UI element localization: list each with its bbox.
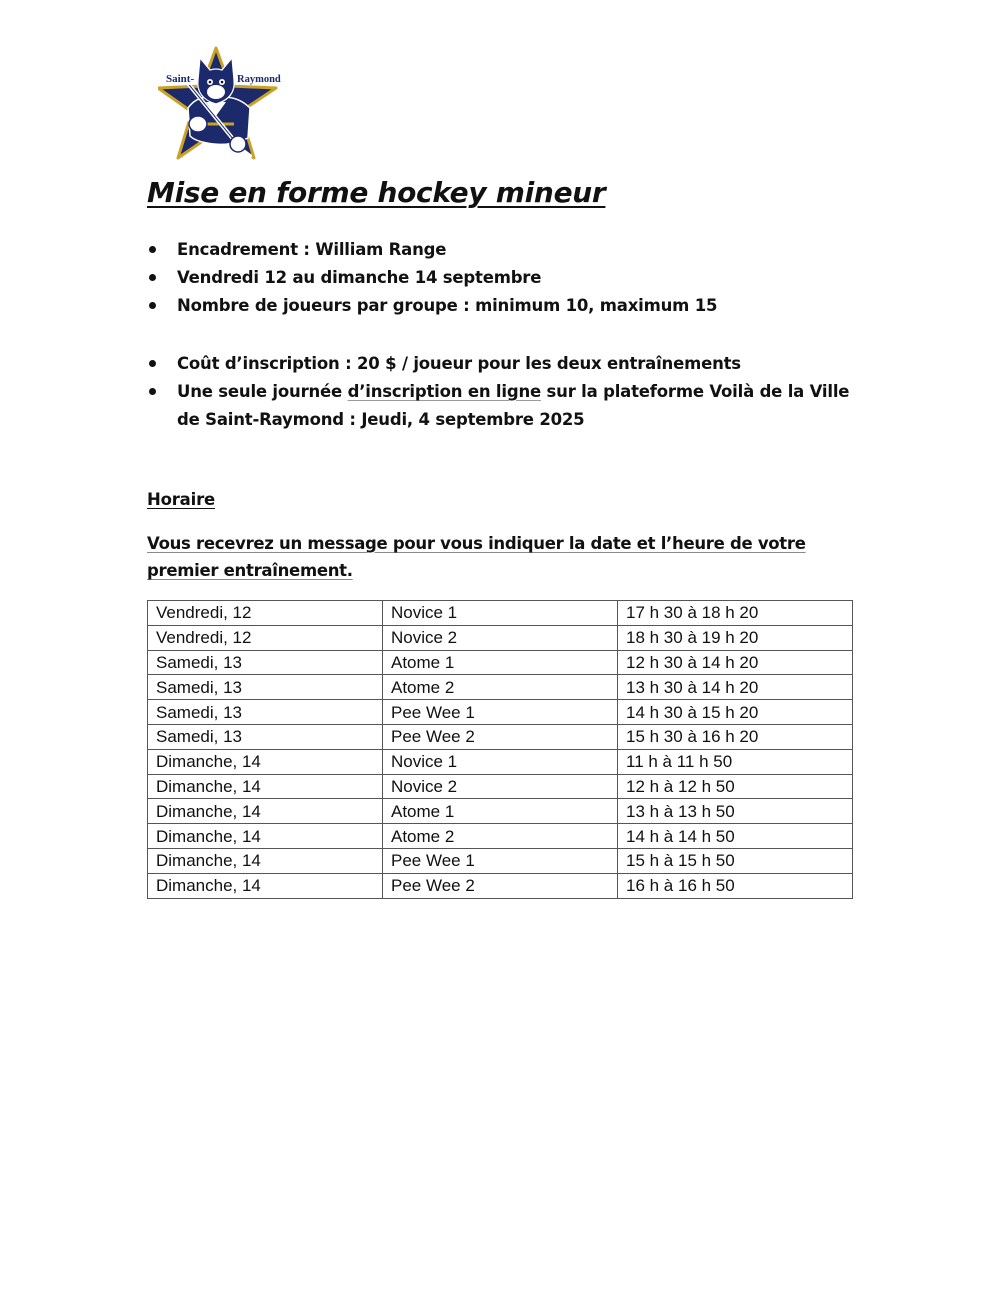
table-row <box>148 625 853 650</box>
page-title: Mise en forme hockey mineur <box>147 176 606 209</box>
bullet-icon <box>149 360 156 367</box>
dates-text: Vendredi 12 au dimanche 14 septembre <box>177 268 542 287</box>
table-row <box>148 675 853 700</box>
time-cell: 18 h 30 à 19 h 20 <box>618 625 853 650</box>
list-item <box>147 350 867 378</box>
day-cell: Dimanche, 14 <box>148 799 383 824</box>
group-cell: Atome 1 <box>383 799 618 824</box>
players-per-group-text: Nombre de joueurs par groupe : minimum 10, maximum 15 <box>177 296 718 315</box>
mascot-star-icon <box>158 46 282 164</box>
day-cell: Dimanche, 14 <box>148 774 383 799</box>
table-row <box>148 724 853 749</box>
online-registration-link[interactable]: d’inscription en ligne <box>347 382 541 401</box>
cost-text: Coût d’inscription : 20 $ / joueur pour les deux entraînements <box>177 354 741 373</box>
registration-prefix: Une seule journée <box>177 382 348 401</box>
table-row <box>148 799 853 824</box>
list-item <box>147 264 867 292</box>
time-cell: 12 h 30 à 14 h 20 <box>618 650 853 675</box>
group-cell: Novice 2 <box>383 774 618 799</box>
time-cell: 15 h 30 à 16 h 20 <box>618 724 853 749</box>
logo-text-right: Raymond <box>237 74 281 85</box>
table-row <box>148 700 853 725</box>
day-cell: Dimanche, 14 <box>148 824 383 849</box>
day-cell: Dimanche, 14 <box>148 848 383 873</box>
table-row <box>148 774 853 799</box>
time-cell: 12 h à 12 h 50 <box>618 774 853 799</box>
time-cell: 11 h à 11 h 50 <box>618 749 853 774</box>
group-cell: Pee Wee 1 <box>383 848 618 873</box>
group-cell: Novice 1 <box>383 601 618 626</box>
table-row <box>148 601 853 626</box>
logo-text-left: Saint- <box>166 73 195 85</box>
day-cell: Vendredi, 12 <box>148 625 383 650</box>
bullet-icon <box>149 388 156 395</box>
table-row <box>148 873 853 898</box>
time-cell: 13 h à 13 h 50 <box>618 799 853 824</box>
list-item <box>147 236 867 264</box>
day-cell: Vendredi, 12 <box>148 601 383 626</box>
group-cell: Pee Wee 2 <box>383 724 618 749</box>
bullet-icon <box>149 274 156 281</box>
time-cell: 16 h à 16 h 50 <box>618 873 853 898</box>
time-cell: 14 h 30 à 15 h 20 <box>618 700 853 725</box>
time-cell: 13 h 30 à 14 h 20 <box>618 675 853 700</box>
saint-raymond-logo <box>158 46 282 164</box>
list-item <box>147 378 867 434</box>
coach-text: Encadrement : William Range <box>177 240 447 259</box>
day-cell: Samedi, 13 <box>148 724 383 749</box>
bullet-icon <box>149 246 156 253</box>
group-cell: Pee Wee 2 <box>383 873 618 898</box>
bullet-icon <box>149 302 156 309</box>
registration-suffix: sur la plateforme Voilà de la Ville de Saint-Raymond : Jeudi, 4 septembre 2025 <box>177 382 850 429</box>
group-cell: Atome 2 <box>383 824 618 849</box>
group-cell: Novice 2 <box>383 625 618 650</box>
time-cell: 17 h 30 à 18 h 20 <box>618 601 853 626</box>
table-row <box>148 848 853 873</box>
group-cell: Novice 1 <box>383 749 618 774</box>
group-cell: Atome 2 <box>383 675 618 700</box>
day-cell: Dimanche, 14 <box>148 873 383 898</box>
info-list <box>147 236 867 320</box>
table-row <box>148 650 853 675</box>
day-cell: Samedi, 13 <box>148 675 383 700</box>
time-cell: 14 h à 14 h 50 <box>618 824 853 849</box>
table-row <box>148 749 853 774</box>
time-cell: 15 h à 15 h 50 <box>618 848 853 873</box>
group-cell: Pee Wee 1 <box>383 700 618 725</box>
schedule-heading: Horaire <box>147 490 215 509</box>
day-cell: Samedi, 13 <box>148 650 383 675</box>
schedule-notice: Vous recevrez un message pour vous indiquer la date et l’heure de votre premier entraînement. <box>147 534 806 580</box>
day-cell: Samedi, 13 <box>148 700 383 725</box>
list-item <box>147 292 867 320</box>
table-row <box>148 824 853 849</box>
registration-list <box>147 350 867 434</box>
schedule-table <box>147 600 853 899</box>
group-cell: Atome 1 <box>383 650 618 675</box>
day-cell: Dimanche, 14 <box>148 749 383 774</box>
